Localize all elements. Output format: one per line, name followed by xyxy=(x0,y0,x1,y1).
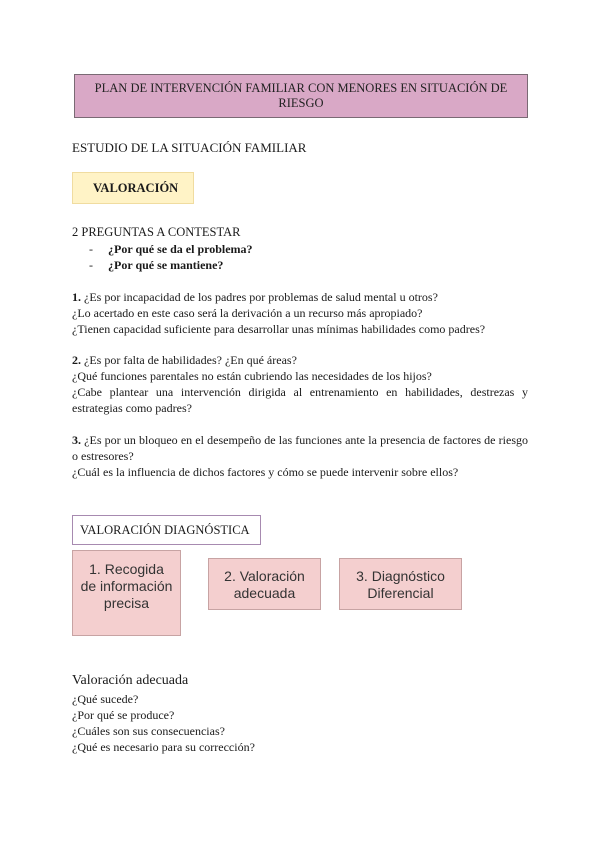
bullet-dash: - xyxy=(89,258,93,272)
step-box-valoracion xyxy=(208,558,321,610)
point-1-number: 1. xyxy=(72,290,81,304)
step-box-recogida xyxy=(72,550,181,636)
point-1-line-1 xyxy=(72,289,438,305)
step-3-line-1: 3. Diagnóstico xyxy=(356,568,445,584)
adequate-question: ¿Por qué se produce? xyxy=(72,708,175,722)
point-1-line-2: ¿Lo acertado en este caso será la derivación a un recurso más apropiado? xyxy=(72,306,423,320)
point-2-line-1 xyxy=(72,352,297,368)
point-2-number: 2. xyxy=(72,353,81,367)
point-3-line-2: ¿Cuál es la influencia de dichos factores y cómo se puede intervenir sobre ellos? xyxy=(72,465,459,479)
bullet-dash: - xyxy=(89,242,93,256)
point-2-text-1: ¿Es por falta de habilidades? ¿En qué áreas? xyxy=(84,353,297,367)
document-title-box xyxy=(74,74,528,118)
adequate-question: ¿Qué sucede? xyxy=(72,692,139,706)
diagnostic-label-box: VALORACIÓN DIAGNÓSTICA xyxy=(72,515,261,545)
questions-intro: 2 PREGUNTAS A CONTESTAR xyxy=(72,225,241,239)
document-title-line-1: PLAN DE INTERVENCIÓN FAMILIAR CON MENORES EN SITUACIÓN DE xyxy=(94,81,508,95)
point-3-text-1: ¿Es por un bloqueo en el desempeño de las funciones ante la presencia de factores de riesgo o estresores? xyxy=(72,433,528,463)
step-3-line-2: Diferencial xyxy=(367,585,434,601)
step-1-line-2: de información xyxy=(80,578,173,594)
adequate-question: ¿Qué es necesario para su corrección? xyxy=(72,740,255,754)
adequate-question: ¿Cuáles son sus consecuencias? xyxy=(72,724,225,738)
section-heading: ESTUDIO DE LA SITUACIÓN FAMILIAR xyxy=(72,140,307,155)
point-1-text-1: ¿Es por incapacidad de los padres por problemas de salud mental u otros? xyxy=(84,290,438,304)
valoracion-label-box: VALORACIÓN xyxy=(72,172,194,204)
point-2-line-2: ¿Qué funciones parentales no están cubriendo las necesidades de los hijos? xyxy=(72,369,432,383)
step-1-line-1: 1. Recogida xyxy=(89,561,164,577)
point-3-paragraph xyxy=(72,432,528,464)
bullet-text: ¿Por qué se da el problema? xyxy=(108,242,253,256)
point-1-line-3: ¿Tienen capacidad suficiente para desarrollar unas mínimas habilidades como padres? xyxy=(72,322,486,336)
adequate-heading: Valoración adecuada xyxy=(72,673,189,688)
point-2-paragraph: ¿Cabe plantear una intervención dirigida al entrenamiento en habilidades, destrezas y estrategias como padres? xyxy=(72,385,528,415)
document-title-line-2: RIESGO xyxy=(278,96,324,110)
step-2-line-1: 2. Valoración xyxy=(224,568,305,584)
step-1-line-3: precisa xyxy=(103,595,150,611)
step-box-diagnostico xyxy=(339,558,462,610)
point-3-number: 3. xyxy=(72,433,81,447)
step-2-line-2: adecuada xyxy=(233,585,296,601)
bullet-text: ¿Por qué se mantiene? xyxy=(108,258,224,272)
